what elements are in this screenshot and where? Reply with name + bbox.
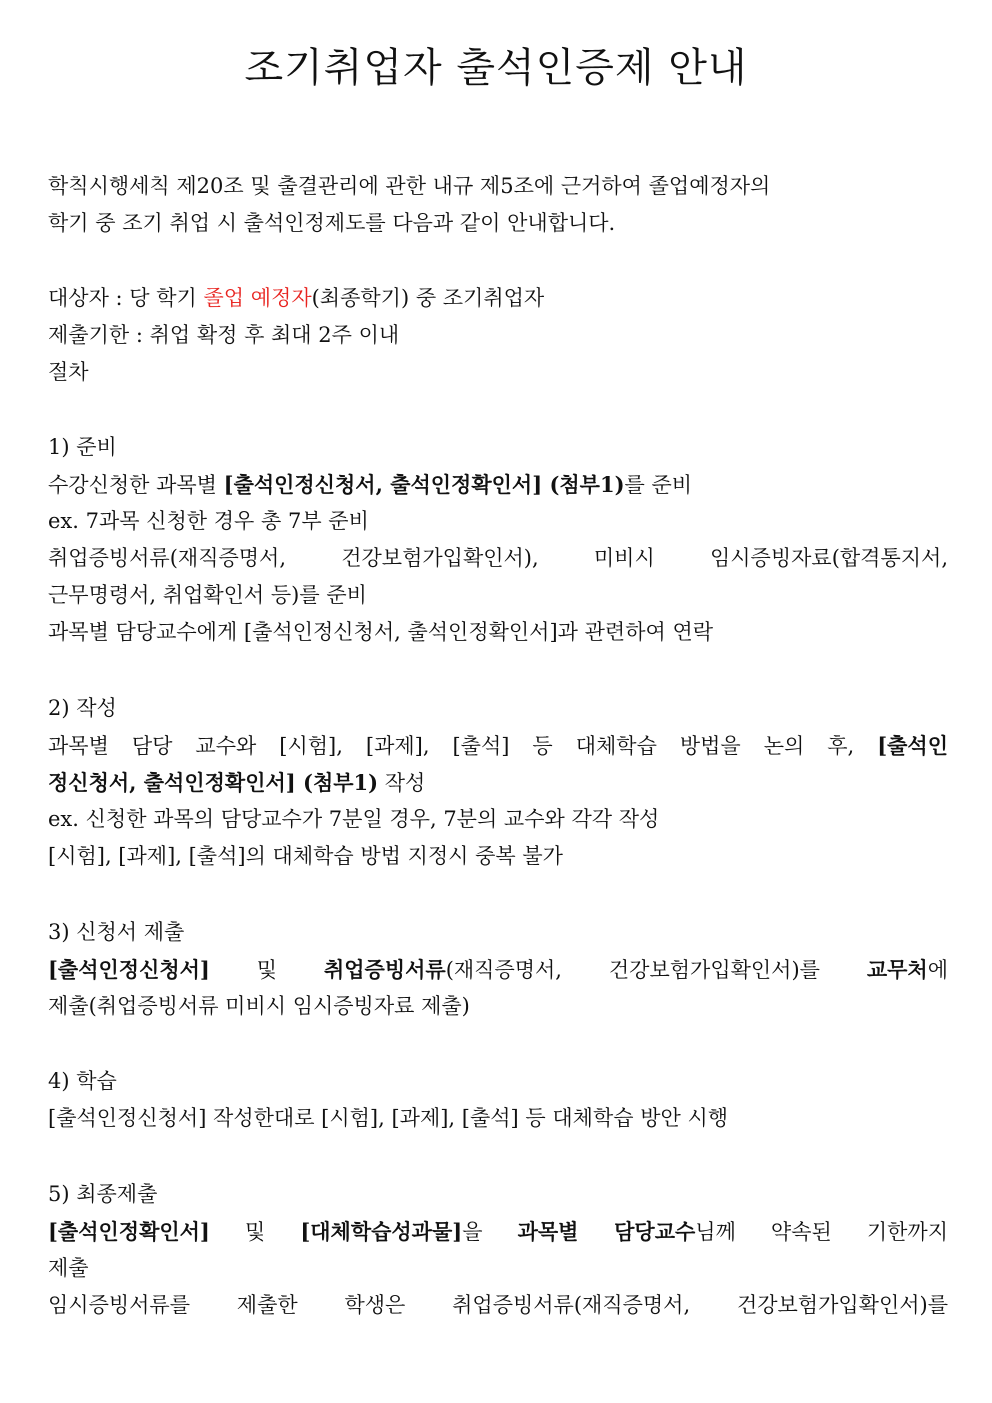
step1-line-4: 근무명령서, 취업확인서 등)를 준비 (48, 583, 367, 607)
step5-line-1-b: 및 (209, 1220, 301, 1244)
target-suffix: (최종학기) 중 조기취업자 (311, 286, 545, 310)
step3-line-1-d: (재직증명서, 건강보험가입확인서)를 (445, 958, 867, 982)
step2-line-1 (48, 727, 948, 764)
step2-line-2-b: 작성 (378, 771, 426, 795)
step5-line-2: 제출 (48, 1256, 89, 1280)
step1-heading: 1) 준비 (48, 435, 117, 459)
step4-heading: 4) 학습 (48, 1069, 117, 1093)
step5-line-1-c: [대체학습성과물] (300, 1219, 463, 1244)
step2-line-4: [시험], [과제], [출석]의 대체학습 방법 지정시 중복 불가 (48, 844, 563, 868)
step5-line-1-f: 님께 약속된 기한까지 (695, 1220, 948, 1244)
step1-line-1-c: 를 준비 (624, 473, 693, 497)
step3-line-1-f: 에 (927, 958, 948, 982)
step5-line-3: 임시증빙서류를 제출한 학생은 취업증빙서류(재직증명서, 건강보험가입확인서)를 (48, 1293, 948, 1317)
step1-line-1-b: [출석인정신청서, 출석인정확인서] (첨부1) (223, 472, 625, 497)
step1-line-1-a: 수강신청한 과목별 (48, 473, 224, 497)
target-line (48, 280, 948, 317)
step2-heading: 2) 작성 (48, 696, 117, 720)
step3-line-1-a: [출석인정신청서] (48, 957, 210, 982)
step5-line-1-a: [출석인정확인서] (48, 1219, 210, 1244)
intro-line-2: 학기 중 조기 취업 시 출석인정제도를 다음과 같이 안내합니다. (48, 211, 616, 235)
step5-line-1-d: 을 (462, 1220, 518, 1244)
step3-line-2: 제출(취업증빙서류 미비시 임시증빙자료 제출) (48, 994, 470, 1018)
step3-line-1-e: 교무처 (866, 957, 928, 982)
page-title: 조기취업자 출석인증제 안내 (244, 45, 748, 91)
step3-heading: 3) 신청서 제출 (48, 920, 185, 944)
step1-line-1 (48, 466, 948, 503)
step5-line-1 (48, 1213, 948, 1250)
step5-line-1-e: 과목별 담당교수 (517, 1219, 696, 1244)
step3-line-1-c: 취업증빙서류 (323, 957, 446, 982)
step1-line-5: 과목별 담당교수에게 [출석인정신청서, 출석인정확인서]과 관련하여 연락 (48, 620, 714, 644)
step2-line-1-b: [출석인 (877, 733, 948, 758)
step1-line-2: ex. 7과목 신청한 경우 총 7부 준비 (48, 509, 369, 533)
step2-line-1-a: 과목별 담당 교수와 [시험], [과제], [출석] 등 대체학습 방법을 논의 후, (48, 734, 878, 758)
step5-heading: 5) 최종제출 (48, 1182, 158, 1206)
target-highlight: 졸업 예정자 (203, 286, 312, 310)
procedure-label: 절차 (48, 360, 89, 384)
step2-line-2 (48, 764, 948, 801)
step1-line-3: 취업증빙서류(재직증명서, 건강보험가입확인서), 미비시 임시증빙자료(합격통지서, (48, 546, 948, 570)
step4-line-1: [출석인정신청서] 작성한대로 [시험], [과제], [출석] 등 대체학습 방안 시행 (48, 1106, 729, 1130)
step3-line-1 (48, 951, 948, 988)
deadline-line: 제출기한 : 취업 확정 후 최대 2주 이내 (48, 323, 400, 347)
intro-line-1: 학칙시행세칙 제20조 및 출결관리에 관한 내규 제5조에 근거하여 졸업예정자의 (48, 174, 771, 198)
step2-line-2-a: 정신청서, 출석인정확인서] (첨부1) (48, 770, 379, 795)
step3-line-1-b: 및 (209, 958, 324, 982)
target-prefix: 대상자 : 당 학기 (48, 286, 204, 310)
step2-line-3: ex. 신청한 과목의 담당교수가 7분일 경우, 7분의 교수와 각각 작성 (48, 807, 660, 831)
